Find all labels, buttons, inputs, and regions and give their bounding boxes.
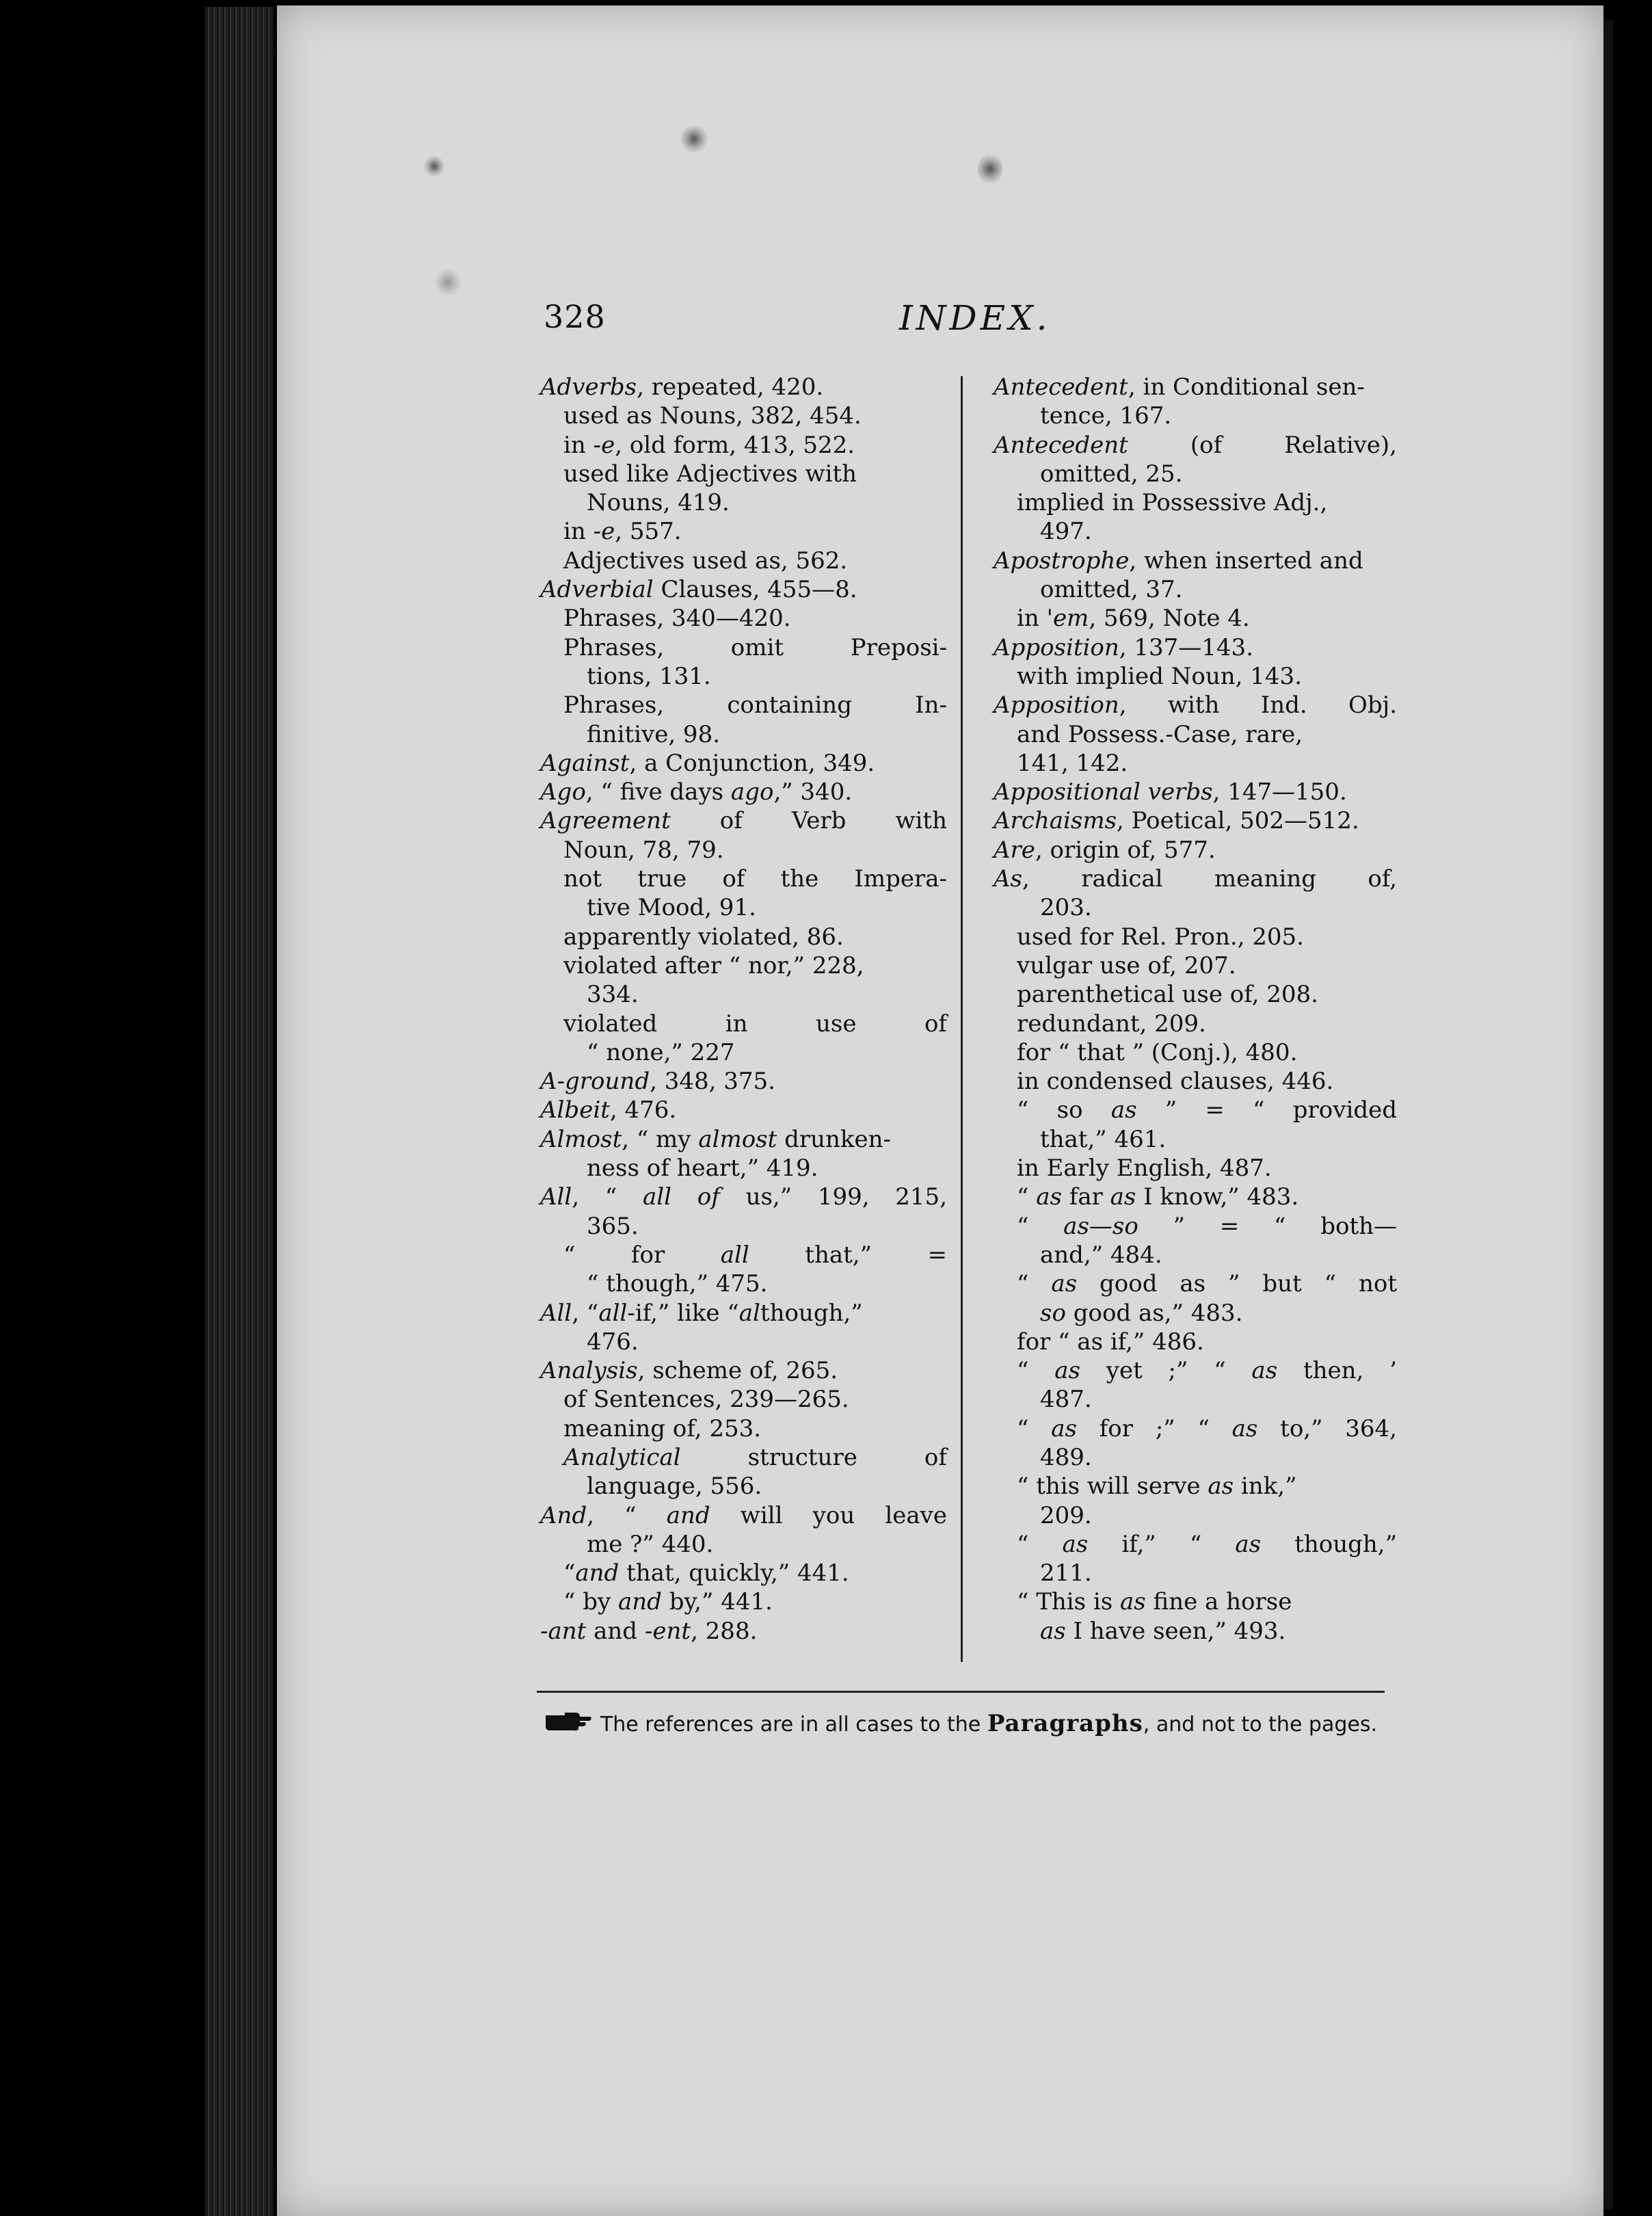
running-title: INDEX. [899, 298, 1051, 338]
index-column-left [540, 373, 947, 1646]
index-entry: Apposition, 137—143. [994, 633, 1253, 661]
index-entry: Adverbial Clauses, 455—8. [540, 576, 857, 604]
index-entry: 141, 142. [1017, 749, 1128, 777]
index-entry: parenthetical use of, 208. [1017, 981, 1318, 1009]
index-entry: “and that, quickly,” 441. [563, 1559, 849, 1587]
index-entry: “ as yet ;” “ as then, ’ [1017, 1357, 1397, 1385]
index-entry: finitive, 98. [587, 720, 721, 748]
index-entry: and,” 484. [1040, 1241, 1162, 1269]
index-entry: Almost, “ my almost drunken- [540, 1125, 892, 1153]
index-entry: not true of the Impera- [563, 865, 947, 893]
index-entry: “ none,” 227 [587, 1038, 735, 1066]
index-entry: “ though,” 475. [587, 1270, 768, 1298]
index-entry: used as Nouns, 382, 454. [563, 402, 862, 430]
index-entry: 489. [1040, 1443, 1092, 1471]
index-entry: “ by and by,” 441. [563, 1588, 773, 1616]
index-entry: Appositional verbs, 147—150. [994, 778, 1347, 806]
index-entry: as I have seen,” 493. [1040, 1617, 1286, 1645]
index-entry: in condensed clauses, 446. [1017, 1068, 1334, 1096]
page-header [544, 298, 1388, 346]
index-entry: Adverbs, repeated, 420. [540, 373, 824, 401]
footnote [533, 1709, 1388, 1741]
index-entry: for “ that ” (Conj.), 480. [1017, 1038, 1298, 1066]
index-entry: used for Rel. Pron., 205. [1017, 923, 1304, 951]
index-entry: ness of heart,” 419. [587, 1155, 818, 1183]
index-entry: Apposition, with Ind. Obj. [994, 691, 1397, 720]
index-entry: “ this will serve as ink,” [1017, 1473, 1297, 1501]
footnote-text-after: , and not to the pages. [1143, 1713, 1378, 1737]
footnote-emphasis: Paragraphs [987, 1710, 1143, 1737]
index-entry: “ as far as I know,” 483. [1017, 1183, 1299, 1211]
index-entry: All, “ all of us,” 199, 215, [540, 1183, 947, 1211]
index-entry: “ as—so ” = “ both— [1017, 1212, 1397, 1240]
index-entry: and Possess.-Case, rare, [1017, 720, 1303, 748]
index-entry: -ant and -ent, 288. [540, 1617, 758, 1645]
index-entry: And, “ and will you leave [540, 1501, 947, 1529]
index-entry: Adjectives used as, 562. [563, 546, 848, 575]
index-entry: omitted, 25. [1040, 460, 1183, 488]
index-entry: language, 556. [587, 1473, 762, 1501]
index-entry: 487. [1040, 1386, 1092, 1414]
index-entry: vulgar use of, 207. [1017, 951, 1236, 979]
page-edges [205, 7, 274, 2216]
ink-smudge [978, 153, 1002, 185]
index-entry: 476. [587, 1328, 639, 1356]
index-entry: violated in use of [563, 1010, 947, 1038]
footnote-text-before: The references are in all cases to the [600, 1713, 981, 1737]
footer-rule [537, 1691, 1385, 1693]
index-entry: “ as if,” “ as though,” [1017, 1530, 1397, 1558]
index-entry: “ as for ;” “ as to,” 364, [1017, 1414, 1397, 1442]
index-entry: “ This is as fine a horse [1017, 1588, 1292, 1616]
index-entry: of Sentences, 239—265. [563, 1386, 849, 1414]
index-entry: Antecedent, in Conditional sen- [994, 373, 1365, 401]
index-entry: Against, a Conjunction, 349. [540, 749, 875, 777]
page-number: 328 [544, 298, 606, 335]
index-entry: 209. [1040, 1501, 1092, 1529]
pointing-hand-icon [544, 1711, 592, 1741]
index-entry: Antecedent (of Relative), [994, 431, 1397, 459]
index-entry: meaning of, 253. [563, 1414, 762, 1442]
ink-smudge [434, 269, 462, 296]
index-entry: 365. [587, 1212, 639, 1240]
index-entry: 334. [587, 981, 639, 1009]
index-entry: Phrases, omit Preposi- [563, 633, 947, 661]
index-column-right [994, 373, 1397, 1646]
index-entry: Phrases, 340—420. [563, 605, 791, 633]
index-entry: 203. [1040, 894, 1092, 922]
index-entry: Ago, “ five days ago,” 340. [540, 778, 853, 806]
adjacent-page-edge [1603, 21, 1613, 2209]
index-entry: Analytical structure of [563, 1443, 947, 1471]
index-entry: All, “all-if,” like “although,” [540, 1299, 863, 1327]
index-entry: Agreement of Verb with [540, 807, 947, 835]
index-entry: tions, 131. [587, 662, 711, 690]
index-entry: Apostrophe, when inserted and [994, 546, 1363, 575]
index-entry: As, radical meaning of, [994, 865, 1397, 893]
index-entry: in -e, 557. [563, 518, 682, 546]
index-entry: in -e, old form, 413, 522. [563, 431, 855, 459]
index-entry: with implied Noun, 143. [1017, 662, 1302, 690]
index-entry: “ for all that,” = [563, 1241, 947, 1269]
index-entry: Noun, 78, 79. [563, 836, 724, 864]
ink-smudge [424, 156, 444, 176]
index-entry: A-ground, 348, 375. [540, 1068, 775, 1096]
index-entry: omitted, 37. [1040, 576, 1183, 604]
index-entry: Analysis, scheme of, 265. [540, 1357, 838, 1385]
index-entry: Phrases, containing In- [563, 691, 947, 720]
index-entry: Nouns, 419. [587, 489, 730, 517]
index-entry: redundant, 209. [1017, 1010, 1206, 1038]
index-entry: tive Mood, 91. [587, 894, 756, 922]
index-entry: me ?” 440. [587, 1530, 714, 1558]
index-entry: Albeit, 476. [540, 1096, 677, 1124]
index-entry: in 'em, 569, Note 4. [1017, 605, 1250, 633]
index-entry: Are, origin of, 577. [994, 836, 1216, 864]
index-entry: “ as good as ” but “ not [1017, 1270, 1397, 1298]
index-entry: tence, 167. [1040, 402, 1172, 430]
index-entry: in Early English, 487. [1017, 1155, 1272, 1183]
column-divider [961, 376, 963, 1662]
index-entry: “ so as ” = “ provided [1017, 1096, 1398, 1124]
index-entry: that,” 461. [1040, 1125, 1167, 1153]
index-entry: implied in Possessive Adj., [1017, 489, 1328, 517]
index-entry: used like Adjectives with [563, 460, 857, 488]
index-entry: apparently violated, 86. [563, 923, 844, 951]
index-entry: 211. [1040, 1559, 1092, 1587]
index-entry: Archaisms, Poetical, 502—512. [994, 807, 1359, 835]
index-entry: so good as,” 483. [1040, 1299, 1243, 1327]
index-entry: 497. [1040, 518, 1092, 546]
ink-smudge [680, 125, 708, 153]
index-entry: violated after “ nor,” 228, [563, 951, 864, 979]
index-entry: for “ as if,” 486. [1017, 1328, 1204, 1356]
